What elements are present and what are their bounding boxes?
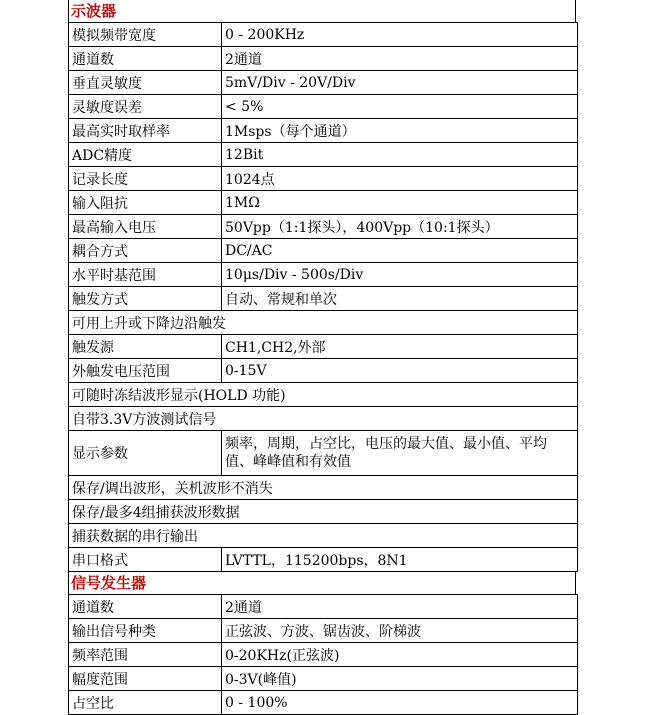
spec-label: 输出信号种类 — [69, 619, 222, 643]
table-row — [69, 311, 578, 335]
spec-value: 0-15V — [222, 359, 578, 383]
spec-label: 外触发电压范围 — [69, 359, 222, 383]
spec-label: 灵敏度误差 — [69, 95, 222, 119]
spec-value: 1024点 — [222, 167, 578, 191]
spec-label: 输入阻抗 — [69, 191, 222, 215]
spec-label: 通道数 — [69, 595, 222, 619]
table-row — [69, 23, 578, 47]
spec-label: 耦合方式 — [69, 239, 222, 263]
spec-label: 垂直灵敏度 — [69, 71, 222, 95]
spec-value: 0-20KHz(正弦波) — [222, 643, 578, 667]
spec-label: 显示参数 — [69, 431, 222, 476]
table-row — [69, 263, 578, 287]
table-row — [69, 287, 578, 311]
table-row — [69, 215, 578, 239]
spec-label: 最高实时取样率 — [69, 119, 222, 143]
table-row — [69, 47, 578, 71]
spec-label: 幅度范围 — [69, 667, 222, 691]
table-row — [69, 167, 578, 191]
table-row — [69, 95, 578, 119]
spec-note: 可用上升或下降边沿触发 — [69, 311, 578, 335]
table-row — [69, 619, 578, 643]
table-row — [69, 335, 578, 359]
table-row — [69, 643, 578, 667]
table-row — [69, 500, 578, 524]
spec-note: 自带3.3V方波测试信号 — [69, 407, 578, 431]
spec-value: 2通道 — [222, 47, 578, 71]
spec-value: 自动、常规和单次 — [222, 287, 578, 311]
spec-table-oscilloscope — [68, 22, 578, 572]
spec-label: ADC精度 — [69, 143, 222, 167]
spec-value: 10μs/Div - 500s/Div — [222, 263, 578, 287]
spec-value: 5mV/Div - 20V/Div — [222, 71, 578, 95]
spec-label: 触发方式 — [69, 287, 222, 311]
spec-label: 通道数 — [69, 47, 222, 71]
spec-value: 正弦波、方波、锯齿波、阶梯波 — [222, 619, 578, 643]
spec-label: 水平时基范围 — [69, 263, 222, 287]
spec-value: 1MΩ — [222, 191, 578, 215]
spec-note: 可随时冻结波形显示(HOLD 功能) — [69, 383, 578, 407]
spec-value: 50Vpp（1:1探头），400Vpp（10:1探头） — [222, 215, 578, 239]
spec-note: 捕获数据的串行输出 — [69, 524, 578, 548]
spec-value: 0 - 100% — [222, 691, 578, 715]
spec-sheet — [68, 0, 576, 715]
table-row — [69, 407, 578, 431]
table-row — [69, 548, 578, 572]
table-row — [69, 359, 578, 383]
table-row — [69, 119, 578, 143]
table-row — [69, 476, 578, 500]
table-row — [69, 595, 578, 619]
spec-note: 保存/调出波形，关机波形不消失 — [69, 476, 578, 500]
table-row — [69, 691, 578, 715]
spec-label: 最高输入电压 — [69, 215, 222, 239]
table-row — [69, 667, 578, 691]
table-row — [69, 239, 578, 263]
spec-value: 0 - 200KHz — [222, 23, 578, 47]
spec-value: DC/AC — [222, 239, 578, 263]
section-title-signal-generator: 信号发生器 — [68, 572, 576, 594]
spec-label: 串口格式 — [69, 548, 222, 572]
table-row — [69, 431, 578, 476]
spec-value: < 5% — [222, 95, 578, 119]
spec-label: 占空比 — [69, 691, 222, 715]
spec-note: 保存/最多4组捕获波形数据 — [69, 500, 578, 524]
table-row — [69, 71, 578, 95]
table-row — [69, 191, 578, 215]
section-title-oscilloscope: 示波器 — [68, 0, 576, 22]
table-row — [69, 143, 578, 167]
spec-value: 1Msps（每个通道） — [222, 119, 578, 143]
spec-label: 模拟频带宽度 — [69, 23, 222, 47]
spec-value: LVTTL，115200bps，8N1 — [222, 548, 578, 572]
spec-value: 0-3V(峰值) — [222, 667, 578, 691]
spec-label: 触发源 — [69, 335, 222, 359]
table-row — [69, 383, 578, 407]
spec-table-signal-generator — [68, 594, 578, 715]
spec-label: 频率范围 — [69, 643, 222, 667]
spec-value: CH1,CH2,外部 — [222, 335, 578, 359]
spec-label: 记录长度 — [69, 167, 222, 191]
spec-value: 12Bit — [222, 143, 578, 167]
table-row — [69, 524, 578, 548]
spec-value: 频率，周期，占空比，电压的最大值、最小值、平均值、峰峰值和有效值 — [222, 431, 578, 476]
spec-value: 2通道 — [222, 595, 578, 619]
